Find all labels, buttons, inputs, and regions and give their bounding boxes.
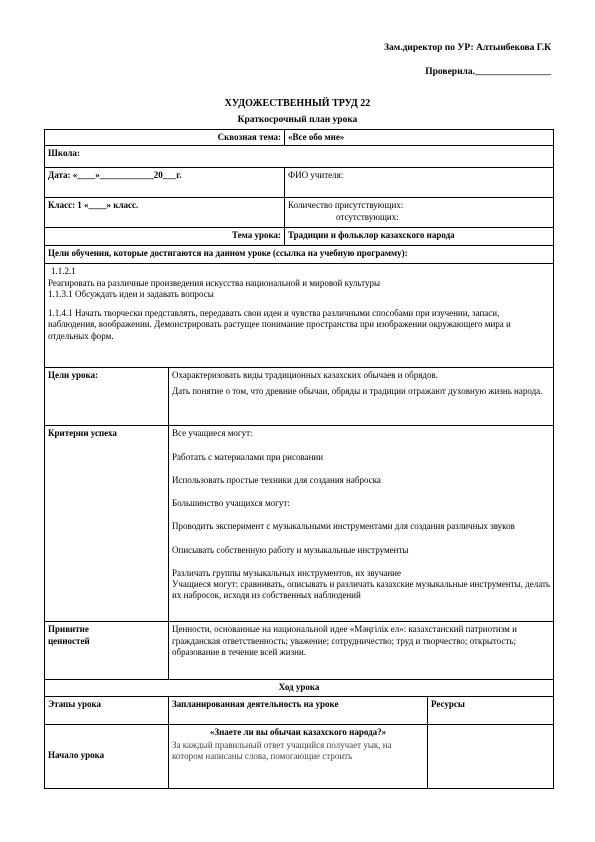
objective-item: Реагировать на различные произведения искусства национальной и мировой культуры [48, 277, 381, 288]
teacher-field: ФИО учителя: [285, 168, 554, 198]
course-label: Ход урока [45, 680, 554, 696]
values-label-cell [45, 622, 169, 680]
criteria-item: Использовать простые техники для создания наброска [172, 474, 381, 485]
lesson-topic-row [45, 228, 554, 246]
date-field: Дата: «____»____________20___г. [45, 168, 285, 198]
criteria-item: Большинство учащихся могут: [172, 498, 290, 508]
criteria-label: Критерии успеха [45, 426, 169, 622]
lesson-goal-item: Охарактеризовать виды традиционных казахских обычаев и обрядов. [172, 370, 438, 381]
lesson-topic-label: Тема урока: [45, 228, 285, 246]
criteria-item: Описывать собственную работу и музыкальные инструменты [172, 544, 409, 555]
criteria-item: Различать группы музыкальных инструментов, их звучание [172, 567, 401, 578]
checked-line: Проверила.________________ [425, 67, 551, 77]
objective-code: 1.1.2.1 [51, 266, 76, 277]
objectives-label: Цели обучения, которые достигаются на данном уроке (ссылка на учебную программу): [45, 246, 554, 264]
values-row [45, 622, 554, 680]
criteria-item: Учащиеся могут: сравнивать, описывать и различать казахские музыкальные инструменты, делать их набросок, исходя из собственных наблюдений [172, 579, 551, 601]
start-activity-cell [169, 724, 428, 788]
criteria-item: Работать с материалами при рисовании [172, 451, 324, 462]
objectives-cell [45, 264, 554, 368]
course-header-row [45, 696, 554, 724]
lesson-goal-item: Дать понятие о том, что древние обычаи, обряды и традиции отражают духовную жизнь народа. [172, 385, 543, 396]
lesson-goals-label: Цели урока: [45, 368, 169, 426]
through-topic-row [45, 130, 554, 146]
criteria-item: Все учащиеся могут: [172, 428, 253, 439]
document-subtitle: Краткосрочный план урока [237, 115, 358, 125]
values-label-line: Привитие [48, 624, 89, 635]
resources-header: Ресурсы [428, 696, 554, 724]
objectives-label-row [45, 246, 554, 264]
objective-item: 1.1.4.1 Начать творчески представлять, передавать свои идеи и чувства различными способами при изучении, запаси, наблюдения, воображении. Демонстрировать растущее понимание пространства при изображении окружающего мира и отдельных форм. [48, 308, 511, 341]
attendance-cell [285, 198, 554, 228]
approver-line: Зам.директор по УР: Алтыибекова Г.К [383, 43, 551, 53]
lesson-goals-row [45, 368, 554, 426]
lesson-start-row [45, 724, 554, 788]
present-field: Количество присутствующих: [288, 200, 404, 211]
class-field: Класс: 1 «____» класс. [45, 198, 285, 228]
through-topic-value: «Все обо мне» [285, 130, 554, 146]
school-field: Школа: [45, 146, 554, 168]
criteria-cell [169, 426, 554, 622]
through-topic-label: Сквозная тема: [45, 130, 285, 146]
values-text: Ценности, основанные на национальной идее «Мәңгілік ел»: казахстанский патриотизм и гражданская ответственность; уважение; сотрудничество; труд и творчество; открытость; образование в течение всей жизни. [169, 622, 554, 680]
objective-item: 1.1.3.1 Обсуждать идеи и задавать вопросы [48, 288, 214, 299]
document-title: ХУДОЖЕСТВЕННЫЙ ТРУД 22 [224, 98, 371, 109]
start-activity-heading: «Знаете ли вы обычаи казахского народа?» [209, 726, 387, 737]
lesson-goals-cell [169, 368, 554, 426]
school-row [45, 146, 554, 168]
activity-header: Запланированная деятельность на уроке [169, 696, 428, 724]
start-resources-cell [428, 724, 554, 788]
criteria-row [45, 426, 554, 622]
lesson-topic-value: Традиции и фольклор казахского народа [285, 228, 554, 246]
absent-field: отсутствующих: [336, 211, 399, 222]
objectives-row [45, 264, 554, 368]
start-activity-text: За каждый правильный ответ учащийся получает уык, на котором написаны слова, помогающие строить [172, 739, 392, 761]
lesson-plan-table [44, 129, 554, 789]
date-row [45, 168, 554, 198]
start-stage-label: Начало урока [45, 724, 169, 788]
criteria-item: Проводить эксперимент с музыкальными инструментами для создания различных звуков [172, 521, 515, 532]
stages-header: Этапы урока [45, 696, 169, 724]
class-row [45, 198, 554, 228]
course-row [45, 680, 554, 696]
values-label-line: ценностей [48, 635, 90, 646]
